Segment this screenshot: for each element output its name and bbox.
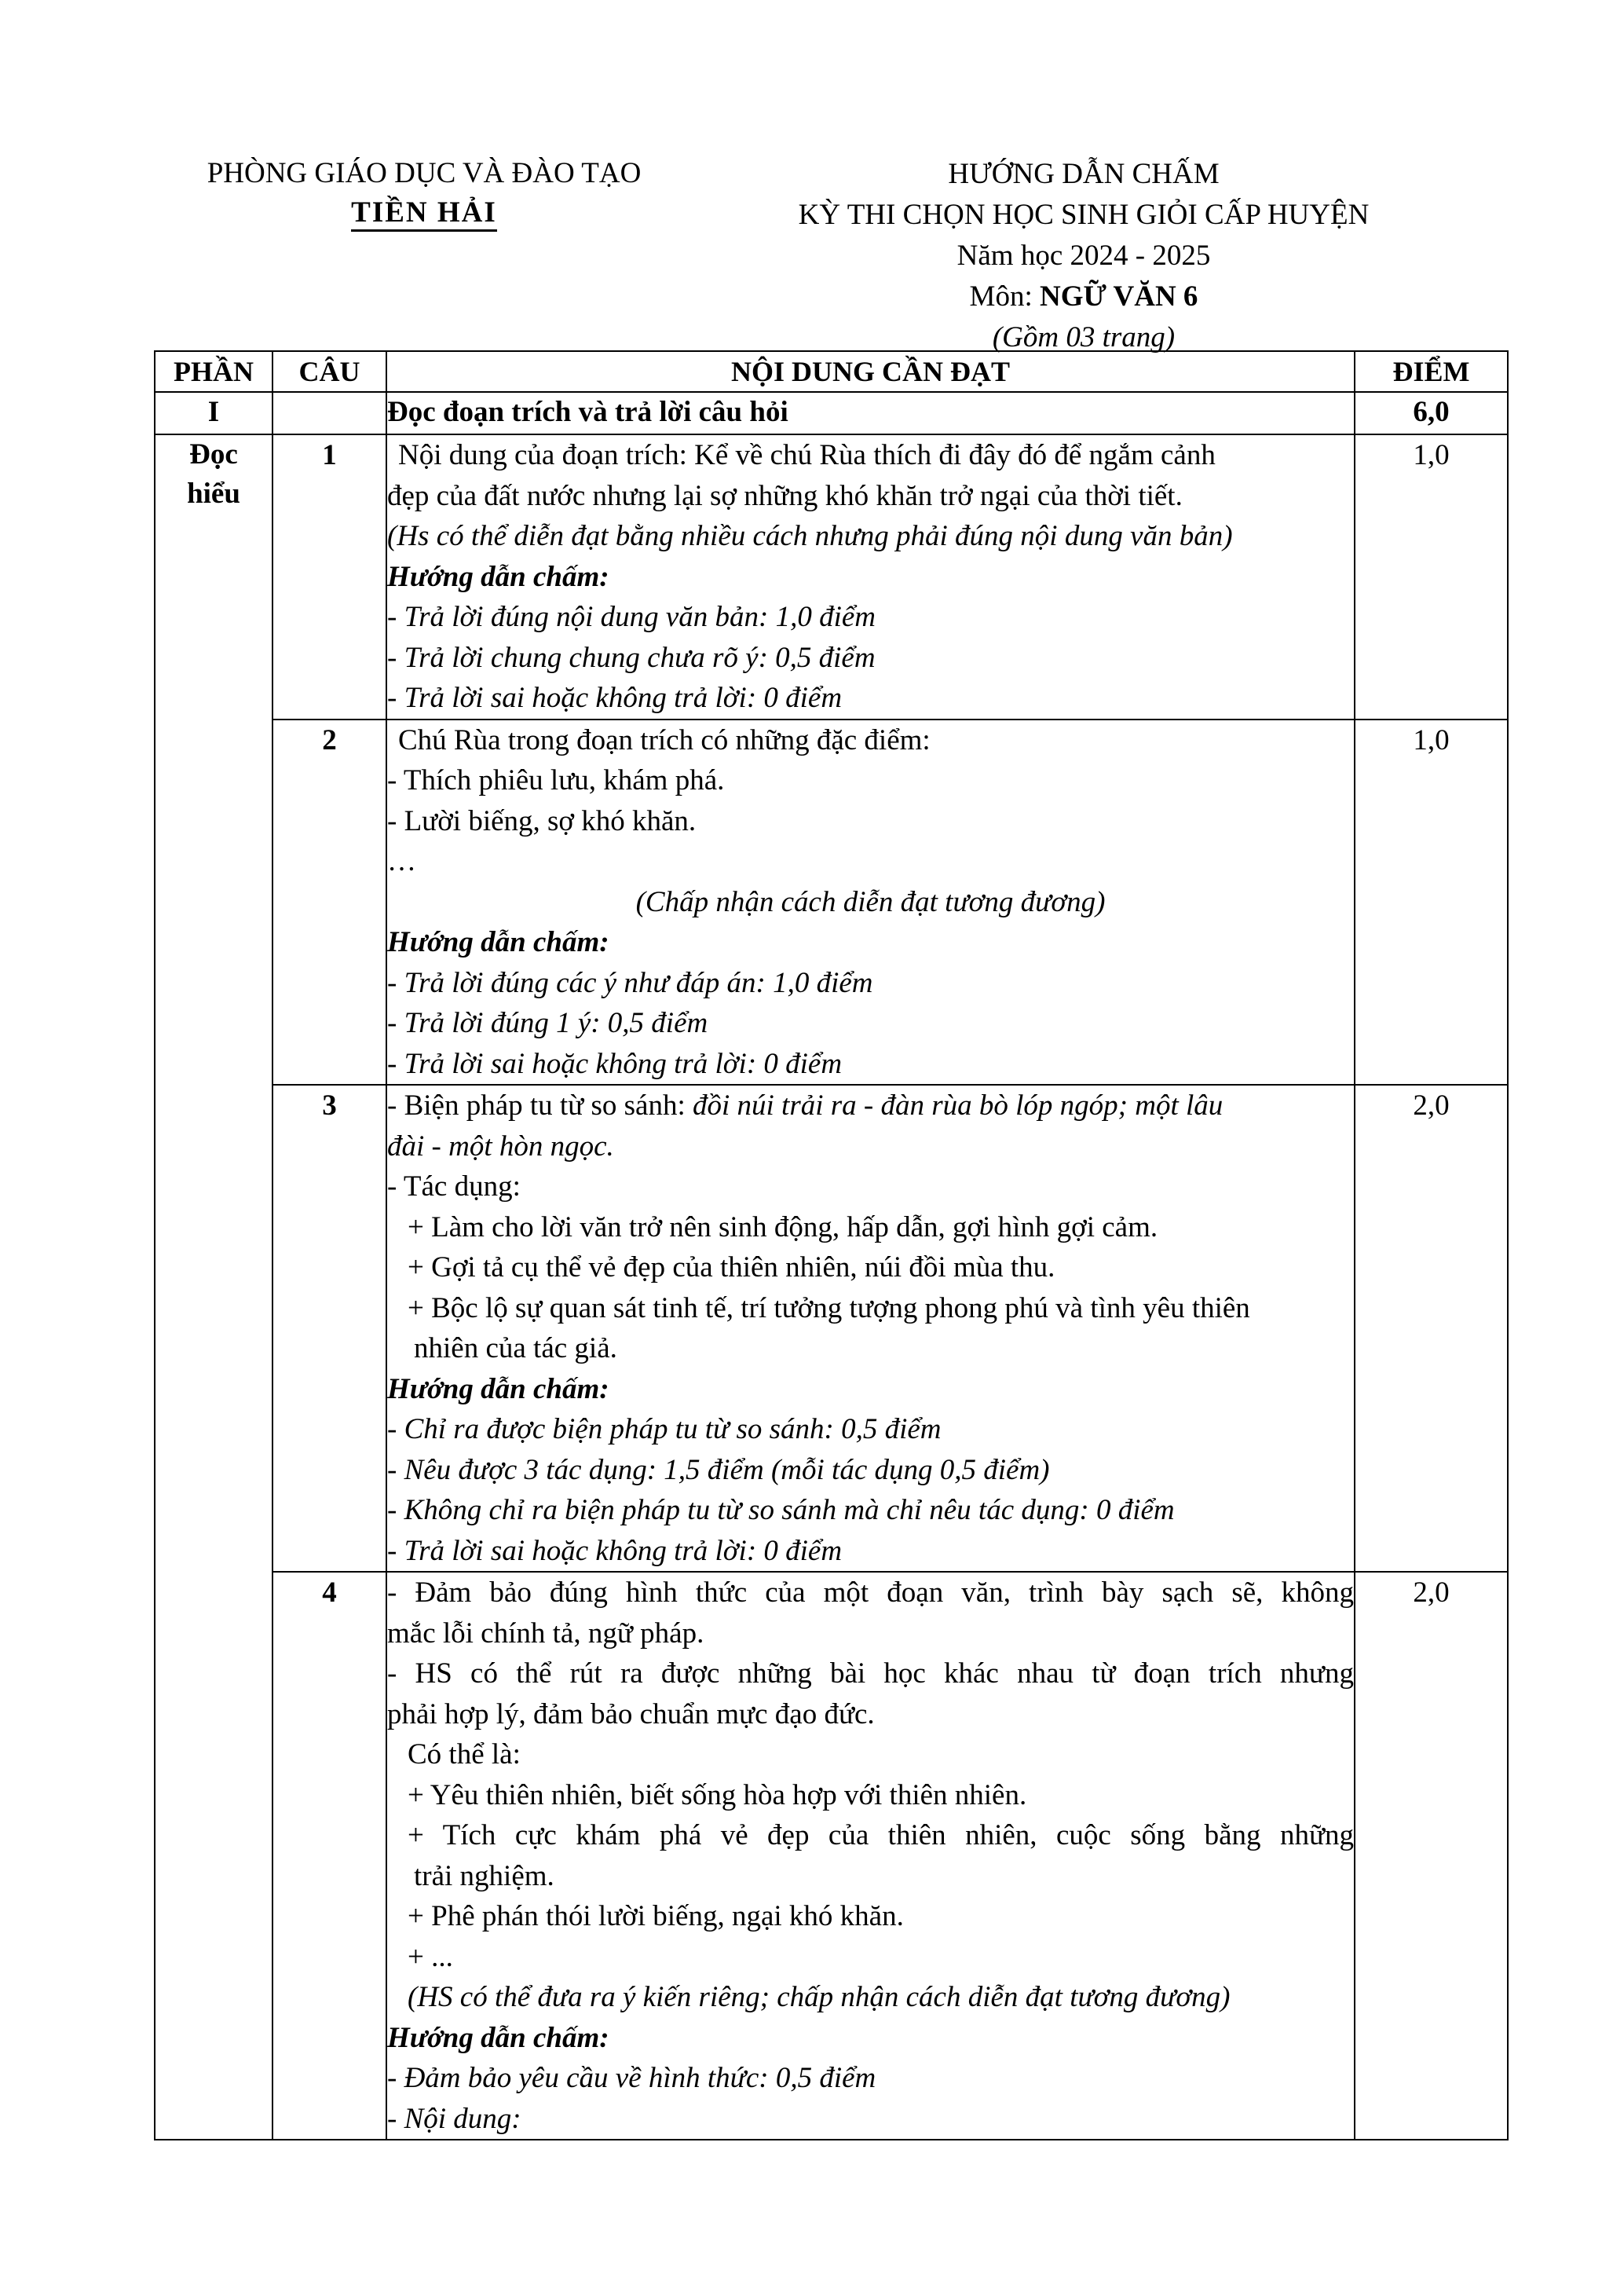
grading-guide-item: - Chỉ ra được biện pháp tu từ so sánh: 0,5 điểm [387, 1413, 942, 1445]
grading-guide-item: - Trả lời sai hoặc không trả lời: 0 điểm [387, 1047, 843, 1080]
table-row [155, 1085, 1508, 1572]
grading-guide-item: - Trả lời chung chung chưa rõ ý: 0,5 điểm [387, 641, 876, 674]
document-title: HƯỚNG DẪN CHẤM [948, 158, 1220, 190]
section-score: 6,0 [1355, 392, 1508, 434]
issuer-block [157, 154, 691, 233]
grading-guide-item: - Không chỉ ra biện pháp tu từ so sánh mà chỉ nêu tác dụng: 0 điểm [387, 1494, 1175, 1526]
section-title-cell [386, 392, 1355, 434]
grading-guide-heading: Hướng dẫn chấm: [387, 2021, 609, 2054]
table-header-row [155, 351, 1508, 392]
content-line: - Thích phiêu lưu, khám phá. [387, 764, 725, 796]
question-score: 1,0 [1355, 720, 1508, 1086]
grading-guide-item: - Nêu được 3 tác dụng: 1,5 điểm (mỗi tác dụng 0,5 điểm) [387, 1453, 1050, 1486]
content-line: … [387, 845, 416, 877]
grading-guide-item: - Trả lời đúng 1 ý: 0,5 điểm [387, 1007, 708, 1039]
district-name: TIỀN HẢI [351, 196, 497, 232]
content-line: + Gợi tả cụ thể vẻ đẹp của thiên nhiên, núi đồi mùa thu. [408, 1251, 1055, 1283]
grading-guide-item: - Trả lời sai hoặc không trả lời: 0 điểm [387, 1534, 843, 1567]
grading-guide-item: - Trả lời đúng các ý như đáp án: 1,0 điểm [387, 966, 873, 999]
section-name-line1: Đọc [189, 438, 238, 471]
question-score: 2,0 [1355, 1572, 1508, 2140]
content-line: Chú Rùa trong đoạn trích có những đặc điểm: [398, 723, 931, 756]
question-number: 1 [272, 434, 386, 720]
content-line: (HS có thể đưa ra ý kiến riêng; chấp nhận cách diễn đạt tương đương) [408, 1981, 1231, 2013]
grading-table [154, 350, 1509, 2140]
question-number: 4 [272, 1572, 386, 2140]
question-content [386, 1572, 1355, 2140]
content-line: - Đảm bảo đúng hình thức của một đoạn văn, trình bày sạch sẽ, không [387, 1576, 1354, 1609]
section-empty-cell [272, 392, 386, 434]
department-name: PHÒNG GIÁO DỤC VÀ ĐÀO TẠO [207, 157, 642, 189]
content-line: Nội dung của đoạn trích: Kể về chú Rùa thích đi đây đó để ngắm cảnh [398, 439, 1216, 471]
header-score: ĐIỂM [1355, 351, 1508, 392]
question-score: 1,0 [1355, 434, 1508, 720]
content-line: (Hs có thể diễn đạt bằng nhiều cách nhưng phải đúng nội dung văn bản) [387, 520, 1233, 552]
content-line: - HS có thể rút ra được những bài học khác nhau từ đoạn trích nhưng [387, 1657, 1354, 1690]
content-line: + Yêu thiên nhiên, biết sống hòa hợp với thiên nhiên. [408, 1778, 1027, 1811]
content-line: đẹp của đất nước nhưng lại sợ những khó khăn trở ngại của thời tiết. [387, 479, 1183, 512]
grading-guide-heading: Hướng dẫn chấm: [387, 926, 609, 958]
section-title: Đọc đoạn trích và trả lời câu hỏi [387, 396, 788, 428]
section-row [155, 392, 1508, 434]
header-content: NỘI DUNG CẦN ĐẠT [386, 351, 1355, 392]
question-content [386, 434, 1355, 720]
subject-prefix: Môn: [969, 280, 1040, 313]
content-example: đồi núi trải ra - đàn rùa bò lóp ngóp; một lâu [693, 1089, 1223, 1122]
content-line: đài - một hòn ngọc. [387, 1130, 614, 1163]
table-row [155, 1572, 1508, 2140]
grading-guide-item: - Nội dung: [387, 2102, 521, 2135]
content-line: + Phê phán thói lười biếng, ngại khó khăn. [408, 1900, 904, 1932]
exam-name: KỲ THI CHỌN HỌC SINH GIỎI CẤP HUYỆN [798, 199, 1370, 231]
subject-name: NGỮ VĂN 6 [1039, 280, 1198, 313]
content-line: + Tích cực khám phá vẻ đẹp của thiên nhiên, cuộc sống bằng những [408, 1819, 1354, 1851]
grading-guide-heading: Hướng dẫn chấm: [387, 1372, 609, 1405]
content-text: - Biện pháp tu từ so sánh: [387, 1089, 693, 1122]
content-line: (Chấp nhận cách diễn đạt tương đương) [635, 885, 1106, 918]
header-part: PHẦN [155, 351, 272, 392]
content-line: phải hợp lý, đảm bảo chuẩn mực đạo đức. [387, 1697, 875, 1730]
question-score: 2,0 [1355, 1085, 1508, 1572]
question-content [386, 1085, 1355, 1572]
page-count: (Gồm 03 trang) [992, 321, 1176, 353]
school-year: Năm học 2024 - 2025 [956, 240, 1211, 272]
title-block [691, 154, 1476, 358]
question-number: 2 [272, 720, 386, 1086]
grading-guide-item: - Đảm bảo yêu cầu về hình thức: 0,5 điểm [387, 2062, 876, 2094]
question-number: 3 [272, 1085, 386, 1572]
header-question: CÂU [272, 351, 386, 392]
content-line: mắc lỗi chính tả, ngữ pháp. [387, 1617, 704, 1650]
content-line: trải nghiệm. [414, 1859, 554, 1892]
section-roman: I [155, 392, 272, 434]
content-line: - Lười biếng, sợ khó khăn. [387, 804, 697, 837]
content-line: + Làm cho lời văn trở nên sinh động, hấp dẫn, gợi hình gợi cảm. [408, 1210, 1158, 1243]
grading-guide-heading: Hướng dẫn chấm: [387, 560, 609, 593]
table-row [155, 434, 1508, 720]
content-line [387, 1086, 1354, 1126]
content-line: nhiên của tác giả. [414, 1332, 617, 1364]
subject-line [691, 276, 1476, 317]
grading-guide-item: - Trả lời sai hoặc không trả lời: 0 điểm [387, 682, 843, 714]
content-line: + ... [408, 1940, 453, 1973]
content-line: - Tác dụng: [387, 1170, 521, 1203]
section-name-cell [155, 434, 272, 2140]
question-content [386, 720, 1355, 1086]
grading-guide-item: - Trả lời đúng nội dung văn bản: 1,0 điểm [387, 601, 876, 633]
content-line: Có thể là: [408, 1738, 521, 1771]
table-row [155, 720, 1508, 1086]
section-name-line2: hiểu [187, 478, 240, 510]
content-line: + Bộc lộ sự quan sát tinh tế, trí tưởng tượng phong phú và tình yêu thiên [408, 1291, 1250, 1324]
